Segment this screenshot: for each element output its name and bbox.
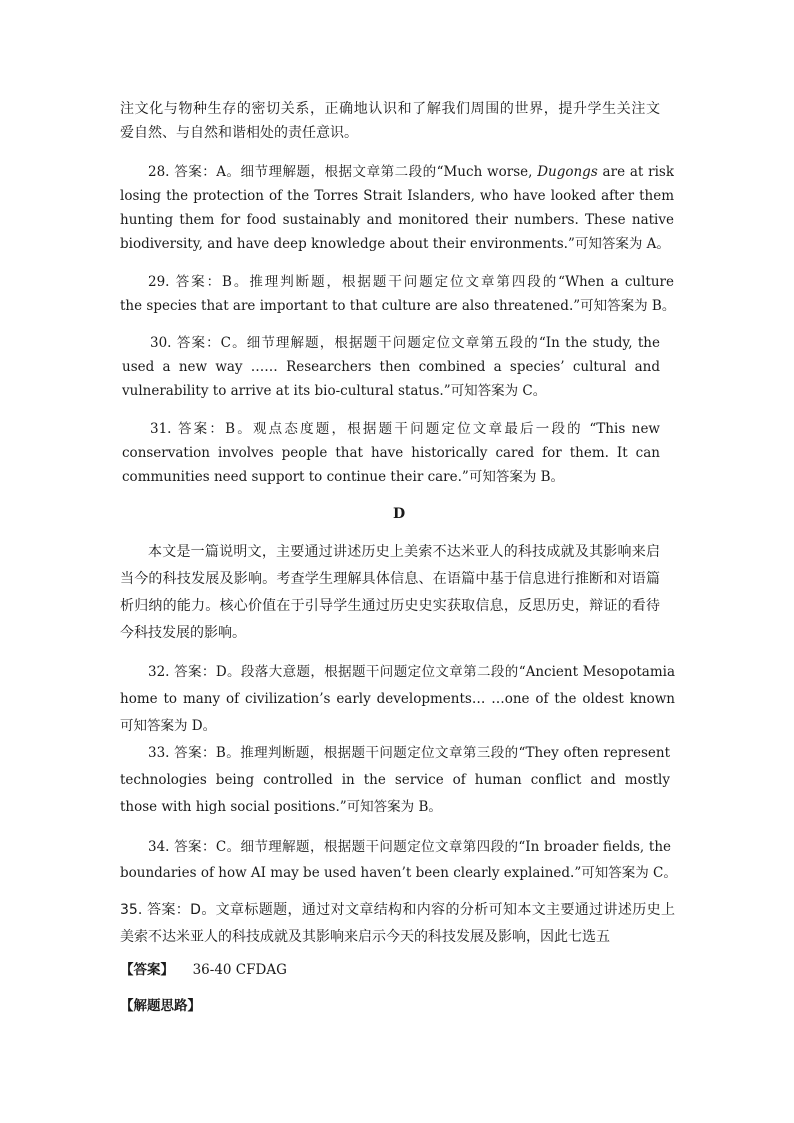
thinking-line xyxy=(120,997,201,1015)
answer-30-line: used a new way …… Researchers then combined a species’ cultural and xyxy=(122,359,660,375)
answer-35-line: 美索不达米亚人的科技成就及其影响来启示今天的科技发展及影响，因此七选五 xyxy=(120,929,610,945)
answer-31-line: conservation involves people that have historically cared for them. It can xyxy=(122,445,660,461)
answer-29-line: the species that are important to that culture are also threatened.”可知答案为 B。 xyxy=(120,298,676,314)
answer-28-line: hunting them for food sustainably and monitored their numbers. These native xyxy=(120,212,674,228)
paragraph-line: 当今的科技发展及影响。考查学生理解具体信息、在语篇中基于信息进行推断和对语篇 xyxy=(120,571,660,587)
answer-33-line: 33. 答案：B。推理判断题，根据题干问题定位文章第三段的“They often represent xyxy=(148,745,670,761)
answer-line xyxy=(120,961,287,979)
answer-31-line: communities need support to continue their care.”可知答案为 B。 xyxy=(122,469,565,485)
answer-34-line: boundaries of how AI may be used haven’t been clearly explained.”可知答案为 C。 xyxy=(120,865,677,881)
section-heading: D xyxy=(393,506,406,522)
paragraph-line: 注文化与物种生存的密切关系，正确地认识和了解我们周围的世界，提升学生关注文 xyxy=(120,101,660,117)
answer-32-line: 32. 答案：D。段落大意题，根据题干问题定位文章第二段的“Ancient Mesopotamia xyxy=(148,664,675,680)
answer-35-line: 35. 答案：D。文章标题题，通过对文章结构和内容的分析可知本文主要通过讲述历史上 xyxy=(120,902,675,918)
answer-29-line: 29. 答案：B。推理判断题，根据题干问题定位文章第四段的“When a culture xyxy=(148,274,674,290)
italic-term: Dugongs xyxy=(537,164,598,180)
answer-value: 36-40 CFDAG xyxy=(192,962,287,978)
answer-33-line: those with high social positions.”可知答案为 B。 xyxy=(120,799,442,815)
paragraph-line: 爱自然、与自然和谐相处的责任意识。 xyxy=(120,125,358,141)
answer-label: 【答案】 xyxy=(120,962,174,978)
paragraph-line: 今科技发展的影响。 xyxy=(120,625,246,641)
paragraph-line: 本文是一篇说明文，主要通过讲述历史上美索不达米亚人的科技成就及其影响来启 xyxy=(148,544,660,560)
paragraph-line: 析归纳的能力。核心价值在于引导学生通过历史史实获取信息，反思历史，辩证的看待 xyxy=(120,598,660,614)
answer-30-line: 30. 答案：C。细节理解题，根据题干问题定位文章第五段的“In the study, the xyxy=(150,335,660,351)
answer-28-line: losing the protection of the Torres Strait Islanders, who have looked after them xyxy=(120,188,674,204)
answer-32-line: home to many of civilization’s early developments… …one of the oldest known xyxy=(120,691,675,707)
answer-34-line: 34. 答案：C。细节理解题，根据题干问题定位文章第四段的“In broader fields, the xyxy=(148,839,671,855)
thinking-label: 【解题思路】 xyxy=(120,998,201,1014)
answer-30-line: vulnerability to arrive at its bio-cultural status.”可知答案为 C。 xyxy=(122,383,547,399)
answer-33-line: technologies being controlled in the service of human conflict and mostly xyxy=(120,772,670,788)
answer-32-line: 可知答案为 D。 xyxy=(120,718,217,734)
answer-31-line: 31. 答案：B。观点态度题，根据题干问题定位文章最后一段的 “This new xyxy=(150,421,660,437)
answer-28-line: 28. 答案：A。细节理解题，根据文章第二段的“Much worse, Dugongs are at risk xyxy=(148,164,674,180)
answer-28-line: biodiversity, and have deep knowledge about their environments.”可知答案为 A。 xyxy=(120,236,670,252)
